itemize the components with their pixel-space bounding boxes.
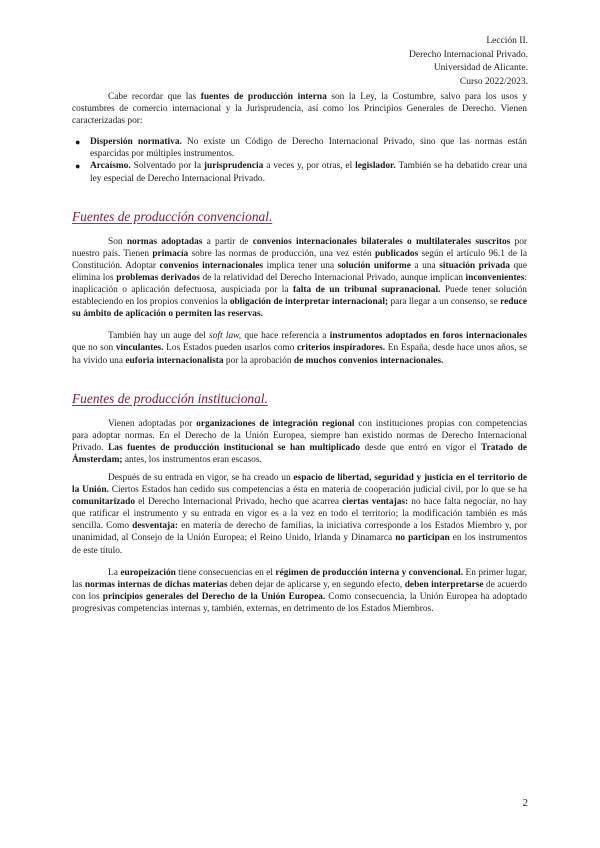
list-item: ● Dispersión normativa. No existe un Código de Derecho Internacional Privado, sino que las normas están esparcidas por múltiples instrumentos. — [75, 137, 527, 160]
intro-paragraph: Cabe recordar que las fuentes de producción interna son la Ley, la Costumbre, salvo para los usos y costumbres de comercio internacional y la Jurisprudencia, así como los Principios Generales de Derecho. Vienen caracterizadas por: — [72, 92, 528, 127]
paragraph: Después de su entrada en vigor, se ha creado un espacio de libertad, seguridad y justicia en el territorio de la Unión. Ciertos Estados han cedido sus competencias a ésta en materia de cooperación judicial civil, por lo que se ha comunitarizado el Derecho Internacional Privado, hecho que acarrea ciertas ventajas: no hace falta negociar, no hay que ratificar el instrumento y su entrada en vigor es a la vez en todo el territorio; la modificación también es más sencilla. Como desventaja: en materia de derecho de familias, la iniciativa corresponde a los Estados Miembro y, por unanimidad, al Consejo de la Unión Europea; el Reino Unido, Irlanda y Dinamarca no participan en los instrumentos de este título. — [72, 472, 528, 556]
section-heading-institutional: Fuentes de producción institucional. — [72, 390, 268, 406]
header-university: Universidad de Alicante. — [433, 63, 528, 73]
bullet-icon: ● — [75, 161, 81, 172]
document-body — [72, 91, 527, 615]
section-heading-conventional: Fuentes de producción convencional. — [72, 208, 273, 224]
paragraph: Son normas adoptadas a partir de convenios internacionales bilaterales o multilaterales suscritos por nuestro país. Tienen primacía sobre las normas de producción, una vez estén publicados según el artículo 96.1 de la Constitución. Adoptar convenios internacionales implica tener una solución uniforme a una situación privada que elimina los problemas derivados de la relatividad del Derecho Internacional Privado, aunque implican inconvenientes: inaplicación o aplicación defectuosa, auspiciada por la falta de un tribunal supranacional. Puede tener solución estableciendo en los propios convenios la obligación de interpretar internacional; para llegar a un consenso, se reduce su ámbito de aplicación o permiten las reservas. — [72, 236, 528, 320]
list-item: ● Arcaísmo. Solventado por la jurisprudencia a veces y, por otras, el legislador. También se ha debatido crear una ley especial de Derecho Internacional Privado. — [75, 161, 528, 184]
paragraph: También hay un auge del soft law, que hace referencia a instrumentos adoptados en foros internacionales que no son vinculantes. Los Estados pueden usarlos como criterios inspiradores. En España, desde hace unos años, se ha vivido una euforia internacionalista por la aprobación de muchos convenios internacionales. — [72, 331, 527, 366]
characteristics-list — [72, 136, 527, 184]
page-number: 2 — [522, 797, 528, 809]
header-lesson: Lección II. — [486, 36, 528, 46]
header-subject: Derecho Internacional Privado. — [409, 49, 528, 60]
bullet-icon: ● — [75, 137, 81, 148]
paragraph: Vienen adoptadas por organizaciones de integración regional con instituciones propias con competencias para adoptar normas. En el Derecho de la Unión Europea, siempre han existido normas de Derecho Internacional Privado. Las fuentes de producción institucional se han multiplicado desde que entró en vigor el Tratado de Ámsterdam; antes, los instrumentos eran escasos. — [72, 418, 527, 465]
header-course: Curso 2022/2023. — [459, 76, 528, 87]
document-header — [409, 35, 528, 89]
paragraph: La europeización tiene consecuencias en el régimen de producción interna y convencional. En primer lugar, las normas internas de dichas materias deben dejar de aplicarse y, en segundo efecto, deben interpretarse de acuerdo con los principios generales del Derecho de la Unión Europea. Como consecuencia, la Unión Europea ha adoptado progresivas competencias internas y, también, externas, en detrimento de los Estados Miembros. — [72, 567, 528, 614]
